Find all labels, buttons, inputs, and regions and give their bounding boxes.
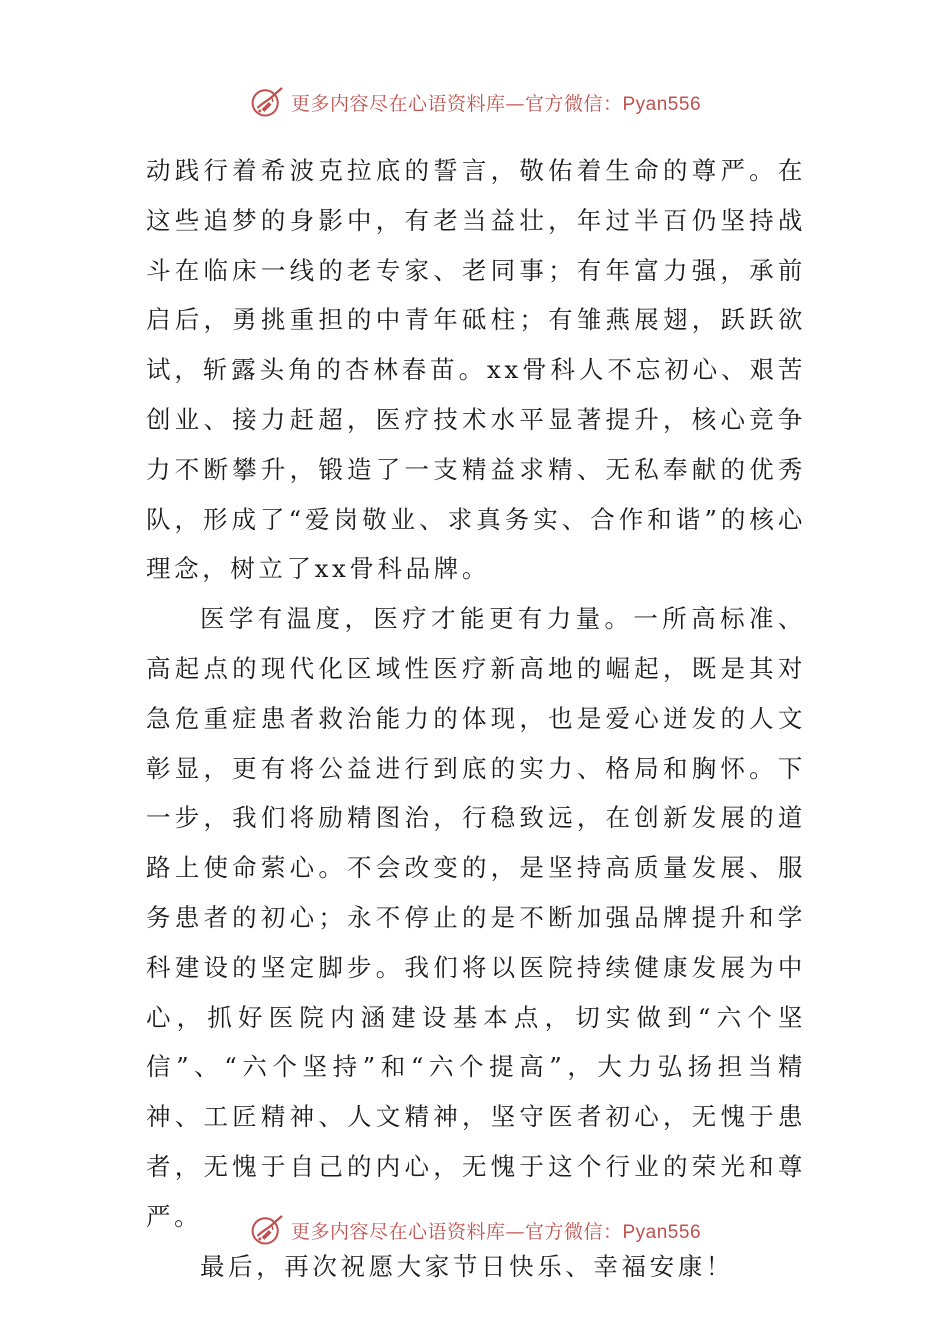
banner-text [291,89,701,116]
paragraph-2: 医学有温度，医疗才能更有力量。一所高标准、高起点的现代化区域性医疗新高地的崛起，既是其对急危重症患者救治能力的体现，也是爱心迸发的人文彰显，更有将公益进行到底的实力、格局和胸怀。下一步，我们将励精图治，行稳致远，在创新发展的道路上使命萦心。不会改变的，是坚持高质量发展、服务患者的初心；永不停止的是不断加强品牌提升和学科建设的坚定脚步。我们将以医院持续健康发展为中心，抓好医院内涵建设基本点，切实做到“六个坚信”、“六个坚持”和“六个提高”，大力弘扬担当精神、工匠精神、人文精神，坚守医者初心，无愧于患者，无愧于自己的内心，无愧于这个行业的荣光和尊严。 [146,604,806,1231]
banner-wechat-label: 官方微信： [524,92,623,115]
paragraph-1: 动践行着希波克拉底的誓言，敬佑着生命的尊严。在这些追梦的身影中，有老当益壮，年过半百仍坚持战斗在临床一线的老专家、老同事；有年富力强，承前启后，勇挑重担的中青年砥柱；有雏燕展翅，跃跃欲试，斩露头角的杏林春苗。xx骨科人不忘初心、艰苦创业、接力赶超，医疗技术水平显著提升，核心竞争力不断攀升，锻造了一支精益求精、无私奉献的优秀队，形成了“爱岗敬业、求真务实、合作和谐”的核心理念，树立了xx骨科品牌。 [146,156,806,584]
banner-wechat-id: Pyan556 [622,93,702,115]
banner-slogan: 更多内容尽在心语资料库 [290,1220,506,1243]
pen-logo-icon [249,84,285,120]
banner-slogan: 更多内容尽在心语资料库 [290,92,506,115]
paragraph-3: 最后，再次祝愿大家节日快乐、幸福安康！ [200,1251,734,1281]
banner-wechat-label: 官方微信： [524,1220,623,1243]
banner-dash: — [505,1220,525,1243]
banner-dash: — [505,92,525,115]
pen-logo-icon [249,1212,285,1248]
footer-banner [0,1208,950,1252]
banner-text [291,1217,701,1244]
banner-wechat-id: Pyan556 [622,1221,702,1243]
header-banner [0,80,950,124]
document-body [146,146,806,1291]
